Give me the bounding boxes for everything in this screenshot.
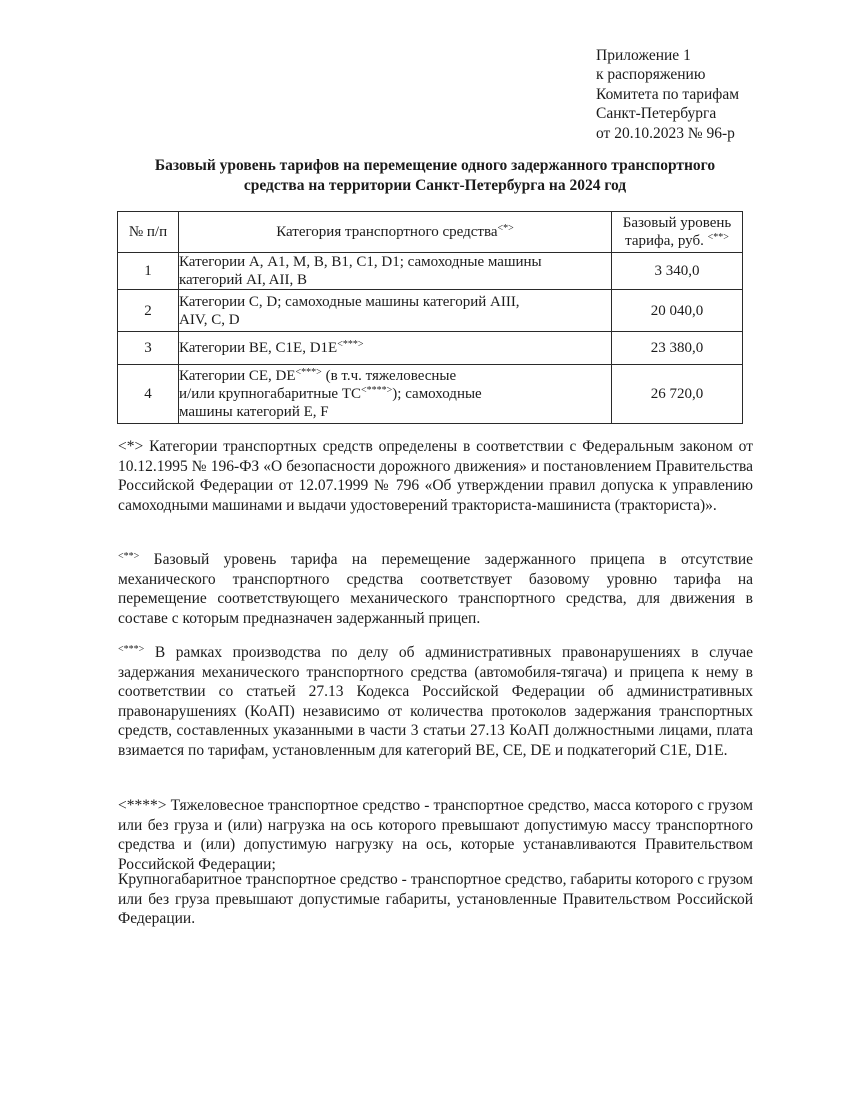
row-category-line: AIV, C, D (179, 311, 240, 328)
header-category (179, 212, 612, 253)
row-category (179, 365, 612, 424)
table-row (118, 253, 743, 290)
row-price: 20 040,0 (612, 290, 743, 332)
table-header-row (118, 212, 743, 253)
footnote-3-mark: <***> (118, 644, 145, 655)
footnote-3-text: В рамках производства по делу об административных правонарушениях в случае задержания механического транспортного средства (автомобиля-тягача) и прицепа к нему в соответствии со статьей 27.13 Кодекса Российской Федерации об административных правонарушениях (КоАП) независимо от количества протоколов задержания транспортных средств, составленных указанными в части 3 статьи 27.13 КоАП должностными лицами, плата взимается по тарифам, установленным для категорий ВЕ, СЕ, DE и подкатегорий С1Е, D1E. (118, 644, 754, 759)
document-title (110, 156, 760, 195)
footnote-4-mark: <****> (118, 797, 167, 814)
appendix-line-5: от 20.10.2023 № 96-р (596, 124, 735, 142)
table-row (118, 290, 743, 332)
row-price: 26 720,0 (612, 365, 743, 424)
row-category-text: (в т.ч. тяжеловесные (321, 368, 457, 384)
header-category-label: Категория транспортного средства (276, 224, 498, 240)
row-category-text: Категории СЕ, DE (179, 368, 296, 384)
row-number: 1 (118, 253, 179, 290)
appendix-line-4: Санкт-Петербурга (596, 105, 717, 123)
appendix-line-3: Комитета по тарифам (596, 85, 740, 103)
title-line-1: Базовый уровень тарифов на перемещение одного задержанного транспортного (154, 157, 716, 174)
footnote-2-text: Базовый уровень тарифа на перемещение задержанного прицепа в отсутствие механического транспортного средства соответствует базовому уровню тарифа на перемещение соответствующего механического транспортного средства, для движения в составе с которым предназначен задержанный прицеп. (118, 551, 754, 627)
appendix-block (596, 46, 739, 143)
footnote-mark: <****> (361, 385, 393, 396)
footnote-1-text: Категории транспортных средств определены в соответствии с Федеральным законом от 10.12.1995 № 196-ФЗ «О безопасности дорожного движения» и постановлением Правительства Российской Федерации от 12.07.1999 № 796 «Об утверждении правил допуска к управлению самоходными машинами и выдачи удостоверений тракториста-машиниста (тракториста)». (118, 438, 753, 514)
row-category-line: категорий AI, AII, B (179, 272, 307, 288)
row-number: 3 (118, 332, 179, 365)
header-price-line-1: Базовый уровень (622, 215, 732, 231)
header-number: № п/п (118, 212, 179, 253)
row-category-text: и/или крупногабаритные ТС (179, 386, 361, 402)
row-number: 2 (118, 290, 179, 332)
row-category-line: Категории А, А1, М, В, В1, С1, D1; самоходные машины (179, 254, 542, 270)
footnote-4 (118, 796, 753, 874)
title-line-2: средства на территории Санкт-Петербурга на 2024 год (243, 176, 627, 194)
footnote-mark: <***> (295, 367, 322, 378)
table-row (118, 365, 743, 424)
row-category-line (179, 367, 611, 385)
header-price (612, 212, 743, 253)
header-price-line-2 (612, 232, 742, 250)
footnote-1-mark: <*> (118, 438, 144, 455)
table-row (118, 332, 743, 365)
header-category-footnote-mark: <*> (497, 223, 514, 234)
tariff-table (117, 211, 743, 424)
row-category (179, 253, 612, 290)
footnote-3 (118, 643, 753, 761)
footnote-1 (118, 437, 753, 515)
row-category (179, 290, 612, 332)
appendix-line-1: Приложение 1 (596, 47, 691, 64)
footnote-2-mark: <**> (118, 551, 140, 562)
row-category-line: Категории С, D; самоходные машины категорий АIII, (179, 293, 520, 310)
row-number: 4 (118, 365, 179, 424)
header-price-label: тарифа, руб. (625, 233, 704, 249)
footnote-mark: <***> (337, 339, 364, 350)
row-category-line: Категории ВЕ, С1Е, D1E (179, 340, 338, 356)
footnote-4-text: Тяжеловесное транспортное средство - транспортное средство, масса которого с грузом или без груза и (или) нагрузка на ось которого превышают допустимую массу транспортного средства и (или) допустимую нагрузку на ось, которые устанавливаются Правительством Российской Федерации; (118, 797, 753, 873)
footnote-4-continuation (118, 870, 753, 929)
footnote-2 (118, 550, 753, 628)
row-category-line: машины категорий Е, F (179, 404, 329, 420)
appendix-line-2: к распоряжению (596, 66, 706, 84)
footnote-5-text: Крупногабаритное транспортное средство - транспортное средство, габариты которого с грузом или без груза превышают допустимые габариты, установленные Правительством Российской Федерации. (118, 871, 753, 928)
row-category (179, 332, 612, 365)
row-price: 23 380,0 (612, 332, 743, 365)
row-category-line (179, 385, 611, 403)
row-price: 3 340,0 (612, 253, 743, 290)
row-category-text: ); самоходные (392, 386, 482, 402)
header-price-footnote-mark: <**> (707, 232, 729, 243)
